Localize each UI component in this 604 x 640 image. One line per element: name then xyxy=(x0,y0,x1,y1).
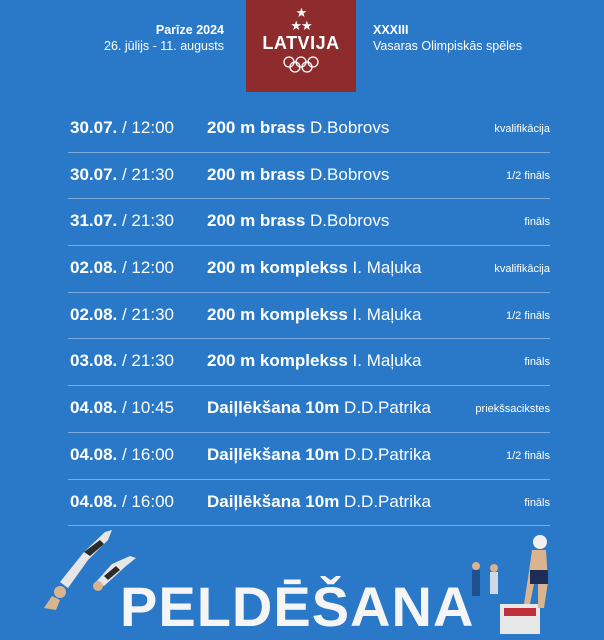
schedule-row xyxy=(68,386,550,433)
date-time xyxy=(70,211,174,231)
athlete-name: D.Bobrovs xyxy=(305,164,390,184)
discipline: 200 m brass xyxy=(207,118,306,137)
event-time: / 21:30 xyxy=(117,351,174,371)
event-time: / 21:30 xyxy=(117,304,174,324)
event-time: / 12:00 xyxy=(117,258,174,278)
event xyxy=(207,118,389,138)
event-date: 04.08. xyxy=(70,398,118,418)
date-time xyxy=(70,445,174,465)
stage-label: 1/2 fināls xyxy=(505,309,550,322)
stage-label: 1/2 fināls xyxy=(505,169,550,182)
games-dates: 26. jūlijs - 11. augusts xyxy=(104,39,224,53)
event-date: 02.08. xyxy=(70,258,118,278)
event-date: 30.07. xyxy=(70,164,118,184)
olympic-rings-icon xyxy=(282,56,320,74)
event xyxy=(207,211,389,231)
event xyxy=(207,165,389,185)
event-time: / 21:30 xyxy=(117,211,174,231)
event-time: / 21:30 xyxy=(117,164,174,184)
event-time: / 10:45 xyxy=(117,398,174,418)
latvia-olympic-logo xyxy=(246,0,356,92)
date-time xyxy=(70,492,174,512)
date-time xyxy=(70,258,174,278)
stage-label: kvalifikācija xyxy=(494,123,550,135)
logo-text: LATVIJA xyxy=(262,33,340,53)
event-date: 31.07. xyxy=(70,211,118,231)
event xyxy=(207,398,431,418)
header xyxy=(0,0,604,95)
event-date: 02.08. xyxy=(70,304,118,324)
event-date: 04.08. xyxy=(70,444,118,464)
athlete-name: D.Bobrovs xyxy=(305,118,390,137)
date-time xyxy=(70,305,174,325)
stage-label: kvalifikācija xyxy=(494,263,550,276)
athlete-name: D.Bobrovs xyxy=(305,211,390,231)
athlete-name: D.D.Patrika xyxy=(339,491,431,511)
date-time xyxy=(70,118,174,138)
discipline: 200 m brass xyxy=(207,164,306,184)
city-year: Parīze 2024 xyxy=(155,23,224,37)
event xyxy=(207,492,431,512)
event-date: 30.07. xyxy=(70,118,118,137)
event-place-dates xyxy=(104,22,224,54)
date-time xyxy=(70,351,174,371)
date-time xyxy=(70,165,174,185)
schedule-row xyxy=(68,293,550,340)
sport-title: PELDĒŠANA xyxy=(120,575,475,638)
discipline: 200 m brass xyxy=(207,211,306,231)
schedule-row xyxy=(68,106,550,153)
athlete-name: I. Maļuka xyxy=(347,304,422,324)
diver-figure-1 xyxy=(44,530,112,610)
athlete-name: I. Maļuka xyxy=(347,351,422,371)
athlete-name: D.D.Patrika xyxy=(339,444,431,464)
event xyxy=(207,445,431,465)
schedule-row xyxy=(68,199,550,246)
discipline: Daiļlēkšana 10m xyxy=(207,491,340,511)
illustration-scene xyxy=(0,512,604,640)
spectator-figures xyxy=(472,562,498,596)
stage-label: priekšsacikstes xyxy=(475,403,550,416)
schedule-list xyxy=(68,106,550,526)
event-time: / 16:00 xyxy=(117,444,174,464)
event xyxy=(207,351,422,371)
event-date: 04.08. xyxy=(70,491,118,511)
athlete-name: D.D.Patrika xyxy=(339,398,431,418)
discipline: 200 m komplekss xyxy=(207,258,348,278)
event-date: 03.08. xyxy=(70,351,118,371)
date-time xyxy=(70,398,174,418)
discipline: Daiļlēkšana 10m xyxy=(207,444,340,464)
games-name: Vasaras Olimpiskās spēles xyxy=(373,39,523,53)
stage-label: 1/2 fināls xyxy=(505,449,550,462)
swimmer-on-block xyxy=(500,522,604,640)
schedule-row xyxy=(68,433,550,480)
event-time: / 16:00 xyxy=(117,491,174,511)
discipline: 200 m komplekss xyxy=(207,351,348,371)
edition-number: XXXIII xyxy=(373,23,409,37)
schedule-row xyxy=(68,339,550,386)
schedule-row xyxy=(68,153,550,200)
event xyxy=(207,305,422,325)
discipline: 200 m komplekss xyxy=(207,304,348,324)
schedule-row xyxy=(68,246,550,293)
event-time: / 12:00 xyxy=(117,118,174,137)
stage-label: fināls xyxy=(524,496,550,509)
event xyxy=(207,258,422,278)
games-edition xyxy=(373,22,522,54)
stage-label: fināls xyxy=(524,216,550,229)
stage-label: fināls xyxy=(524,356,550,369)
discipline: Daiļlēkšana 10m xyxy=(207,398,340,418)
stars-icon: ★ ★★ xyxy=(290,5,312,33)
athlete-name: I. Maļuka xyxy=(347,258,422,278)
